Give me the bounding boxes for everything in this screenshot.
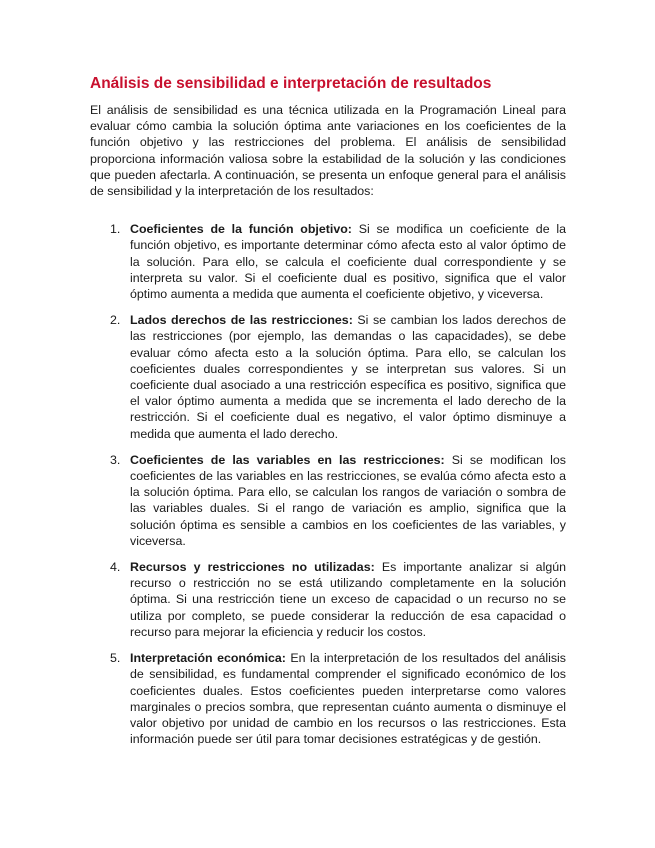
list-item: [90, 452, 566, 549]
list-item-term: Coeficientes de las variables en las restricciones:: [130, 452, 445, 467]
list-item: [90, 650, 566, 747]
list-item-text: Es importante analizar si algún recurso o restricción no se está utilizando completamente en la solución óptima. Si una restricción tiene un exceso de capacidad o un recurso no se utiliza por completo, se puede considerar la reducción de esa capacidad o recurso para mejorar la eficiencia y reducir los costos.: [130, 560, 566, 639]
document-page: [90, 74, 566, 757]
list-item-text: Si se cambian los lados derechos de las restricciones (por ejemplo, las demandas o las capacidades), se debe evaluar cómo afecta esto a la solución óptima. Para ello, se calculan los coeficientes duales correspondientes y se interpretan sus valores. Si un coeficiente dual asociado a una restricción específica es positivo, significa que el valor óptimo aumenta a medida que se incrementa el lado derecho de la restricción. Si el coeficiente dual es negativo, el valor óptimo disminuye a medida que aumenta el lado derecho.: [130, 313, 566, 441]
list-item-term: Lados derechos de las restricciones:: [130, 313, 353, 328]
list-item-text: En la interpretación de los resultados del análisis de sensibilidad, es fundamental comprender el significado económico de los coeficientes duales. Estos coeficientes pueden interpretarse como valores marginales o precios sombra, que representan cuánto aumenta o disminuye el valor objetivo por unidad de cambio en los recursos o las restricciones. Esta información puede ser útil para tomar decisiones estratégicas y de gestión.: [130, 651, 566, 747]
list-item: [90, 312, 566, 442]
list-item-term: Interpretación económica:: [130, 651, 286, 666]
page-title: Análisis de sensibilidad e interpretación de resultados: [90, 75, 492, 92]
list-item-number: 4.: [110, 560, 121, 575]
list-item-number: 1.: [110, 222, 121, 237]
numbered-list: [90, 221, 566, 747]
list-item-term: Coeficientes de la función objetivo:: [130, 222, 352, 237]
list-item-number: 2.: [110, 313, 121, 328]
intro-paragraph: El análisis de sensibilidad es una técnica utilizada en la Programación Lineal para evaluar cómo cambia la solución óptima ante variaciones en los coeficientes de la función objetivo y las restricciones del problema. El análisis de sensibilidad proporciona información valiosa sobre la estabilidad de la solución y las condiciones que pueden afectarla. A continuación, se presenta un enfoque general para el análisis de sensibilidad y la interpretación de los resultados:: [90, 103, 566, 199]
list-item: [90, 559, 566, 640]
list-item-text: Si se modifican los coeficientes de las variables en las restricciones, se evalúa cómo afecta esto a la solución óptima. Para ello, se calculan los rangos de variación o sombra de las variables duales. Si el rango de variación es amplio, significa que la solución óptima es sensible a cambios en los coeficientes de las variables, y viceversa.: [130, 452, 567, 548]
list-item-term: Recursos y restricciones no utilizadas:: [130, 560, 375, 575]
list-item: [90, 221, 566, 302]
list-item-number: 5.: [110, 651, 121, 666]
list-item-number: 3.: [110, 452, 121, 467]
list-item-text: Si se modifica un coeficiente de la función objetivo, es importante determinar cómo afecta esto al valor óptimo de la solución. Para ello, se calcula el coeficiente dual correspondiente y se interpreta su valor. Si el coeficiente dual es positivo, significa que el valor óptimo aumenta a medida que aumenta el coeficiente objetivo, y viceversa.: [130, 222, 566, 302]
